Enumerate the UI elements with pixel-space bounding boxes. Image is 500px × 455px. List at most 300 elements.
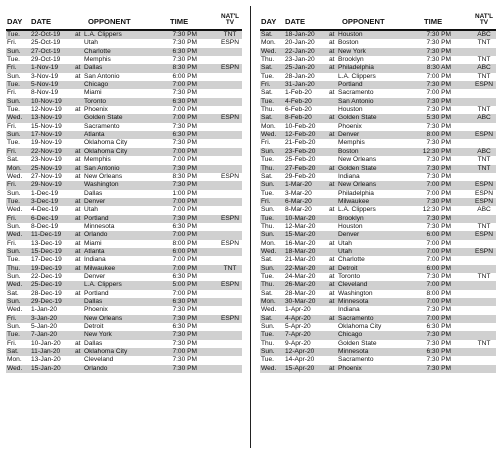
- game-opponent-cell: [75, 340, 102, 348]
- game-day: Thu.: [7, 264, 21, 272]
- away-marker: at: [75, 214, 81, 222]
- game-date: 1-Apr-20: [285, 306, 311, 314]
- schedule-row: [260, 365, 496, 373]
- game-date: 22-Nov-19: [31, 147, 62, 155]
- game-opponent: Golden State: [338, 114, 377, 122]
- schedule-row: [6, 106, 242, 114]
- schedule-row: [6, 265, 242, 273]
- game-time: 7:00 PM: [172, 81, 197, 89]
- game-opponent: Detroit: [84, 323, 104, 331]
- away-marker: at: [329, 206, 335, 214]
- game-opponent-cell: [329, 256, 365, 264]
- game-time: 8:30 AM: [426, 64, 451, 72]
- game-opponent-cell: [75, 98, 106, 106]
- game-opponent-cell: [75, 198, 105, 206]
- game-date: 22-Oct-19: [31, 31, 61, 38]
- game-day: Sun.: [7, 222, 21, 230]
- game-date: 31-Jan-20: [285, 81, 315, 89]
- schedule-row: [6, 139, 242, 147]
- schedule-row: [260, 81, 496, 89]
- game-opponent-cell: [329, 48, 366, 56]
- game-opponent: Charlotte: [338, 256, 365, 264]
- away-marker: at: [329, 256, 335, 264]
- schedule-row: [6, 190, 242, 198]
- game-day: Wed.: [7, 364, 23, 372]
- game-opponent: Denver: [84, 272, 106, 280]
- game-tv: ESPN: [221, 39, 239, 47]
- game-date: 1-Feb-20: [285, 89, 312, 97]
- game-day: Sat.: [261, 172, 273, 180]
- game-opponent: New Orleans: [84, 172, 123, 180]
- game-date: 27-Nov-19: [31, 172, 62, 180]
- game-tv: ABC: [477, 206, 491, 214]
- schedule-row: [260, 64, 496, 72]
- game-day: Tue.: [261, 331, 274, 339]
- game-date: 22-Jan-20: [285, 47, 315, 55]
- schedule-row: [260, 206, 496, 214]
- game-day: Sat.: [7, 348, 19, 356]
- game-opponent: New York: [84, 331, 112, 339]
- game-opponent-cell: [329, 348, 368, 356]
- game-time: 8:30 PM: [172, 64, 197, 72]
- away-marker: at: [75, 197, 81, 205]
- schedule-row: [6, 148, 242, 156]
- game-time: 7:30 PM: [172, 331, 197, 339]
- game-opponent: Golden State: [338, 164, 377, 172]
- game-day: Mon.: [261, 239, 276, 247]
- game-tv: ESPN: [475, 181, 493, 189]
- game-day: Sat.: [7, 156, 19, 164]
- away-marker: at: [329, 314, 335, 322]
- away-marker: at: [329, 64, 335, 72]
- game-opponent: Dallas: [84, 189, 103, 197]
- game-day: Wed.: [7, 172, 23, 180]
- schedule-rows: [260, 31, 496, 373]
- game-opponent-cell: [75, 273, 105, 281]
- game-tv: ESPN: [475, 197, 493, 205]
- game-opponent-cell: [329, 206, 376, 214]
- game-opponent-cell: [75, 148, 127, 156]
- game-time: 7:00 PM: [426, 247, 451, 255]
- game-tv: ESPN: [475, 189, 493, 197]
- game-opponent: Sacramento: [338, 356, 374, 364]
- away-marker: at: [329, 47, 335, 55]
- game-opponent-cell: [329, 240, 352, 248]
- game-opponent: Toronto: [338, 272, 360, 280]
- game-date: 3-Dec-19: [31, 197, 59, 205]
- game-opponent-cell: [75, 365, 107, 373]
- game-opponent-cell: [75, 356, 113, 364]
- game-time: 7:00 PM: [172, 197, 197, 205]
- schedule-row: [6, 256, 242, 264]
- schedule-row: [260, 190, 496, 198]
- game-day: Wed.: [261, 131, 277, 139]
- game-day: Fri.: [261, 139, 271, 147]
- game-opponent-cell: [75, 48, 111, 56]
- header-tv: NAT'L TV: [474, 12, 494, 27]
- game-tv: TNT: [477, 56, 491, 64]
- game-time: 7:30 PM: [426, 356, 451, 364]
- game-date: 14-Apr-20: [285, 356, 315, 364]
- away-marker: at: [329, 39, 335, 47]
- game-opponent: Minnesota: [338, 348, 369, 356]
- away-marker: at: [75, 164, 81, 172]
- game-day: Wed.: [261, 364, 277, 372]
- game-opponent-cell: [75, 223, 114, 231]
- game-opponent-cell: [75, 131, 105, 139]
- schedule-row: [260, 315, 496, 323]
- game-opponent-cell: [329, 73, 376, 81]
- game-time: 7:30 PM: [426, 97, 451, 105]
- game-tv: ESPN: [221, 64, 239, 72]
- game-day: Tue.: [7, 197, 20, 205]
- game-opponent-cell: [329, 56, 364, 64]
- game-opponent: Denver: [338, 131, 360, 139]
- game-time: 1:00 PM: [172, 189, 197, 197]
- game-date: 15-Jan-20: [31, 364, 61, 372]
- schedule-row: [6, 215, 242, 223]
- game-day: Tue.: [261, 97, 274, 105]
- game-date: 23-Feb-20: [285, 147, 316, 155]
- game-day: Wed.: [7, 306, 23, 314]
- game-day: Fri.: [261, 197, 271, 205]
- game-time: 7:30 PM: [426, 172, 451, 180]
- game-time: 7:00 PM: [426, 281, 451, 289]
- schedule-row: [260, 106, 496, 114]
- game-date: 25-Jan-20: [285, 64, 315, 72]
- game-date: 4-Dec-19: [31, 206, 59, 214]
- game-day: Mon.: [7, 356, 22, 364]
- game-opponent: Phoenix: [84, 306, 108, 314]
- game-opponent: Chicago: [338, 331, 363, 339]
- game-day: Tue.: [7, 31, 20, 38]
- game-day: Sun.: [261, 264, 275, 272]
- schedule-row: [6, 64, 242, 72]
- game-opponent-cell: [75, 265, 115, 273]
- game-date: 8-Dec-19: [31, 222, 59, 230]
- away-marker: at: [329, 181, 335, 189]
- schedule-row: [6, 39, 242, 47]
- schedule-row: [260, 156, 496, 164]
- game-opponent-cell: [329, 123, 362, 131]
- schedule-row: [6, 156, 242, 164]
- schedule-row: [260, 165, 496, 173]
- game-opponent-cell: [75, 173, 122, 181]
- game-date: 15-Mar-20: [285, 231, 316, 239]
- game-day: Sat.: [261, 64, 273, 72]
- game-date: 4-Feb-20: [285, 97, 312, 105]
- game-time: 6:30 PM: [172, 272, 197, 280]
- game-date: 18-Mar-20: [285, 247, 316, 255]
- game-day: Thu.: [261, 281, 275, 289]
- game-opponent: Philadelphia: [338, 64, 374, 72]
- game-opponent: Dallas: [84, 298, 103, 305]
- schedule-row: [260, 273, 496, 281]
- game-day: Thu.: [261, 339, 275, 347]
- game-date: 28-Jan-20: [285, 72, 315, 80]
- game-opponent: Denver: [338, 231, 360, 239]
- game-opponent: Golden State: [84, 114, 123, 122]
- game-day: Fri.: [7, 39, 17, 47]
- game-opponent: Orlando: [84, 231, 108, 239]
- game-day: Sat.: [261, 31, 273, 38]
- game-tv: ESPN: [221, 239, 239, 247]
- game-day: Thu.: [261, 222, 275, 230]
- schedule-row: [260, 240, 496, 248]
- game-opponent-cell: [329, 31, 363, 39]
- game-date: 12-Mar-20: [285, 222, 316, 230]
- schedule-row: [6, 306, 242, 314]
- game-time: 7:30 PM: [426, 31, 451, 38]
- schedule-row: [260, 98, 496, 106]
- game-date: 15-Apr-20: [285, 364, 315, 372]
- game-opponent-cell: [75, 323, 103, 331]
- game-date: 12-Apr-20: [285, 348, 315, 356]
- game-opponent: Houston: [338, 222, 363, 230]
- game-day: Tue.: [261, 356, 274, 364]
- game-tv: ESPN: [221, 172, 239, 180]
- game-opponent: New Orleans: [338, 156, 377, 164]
- game-opponent-cell: [329, 290, 373, 298]
- game-tv: ESPN: [475, 131, 493, 139]
- game-opponent: Charlotte: [84, 47, 111, 55]
- game-time: 7:30 PM: [172, 339, 197, 347]
- schedule-row: [260, 215, 496, 223]
- game-opponent: Oklahoma City: [84, 147, 128, 155]
- schedule-row: [6, 31, 242, 39]
- game-day: Fri.: [7, 339, 17, 347]
- game-time: 6:00 PM: [426, 231, 451, 239]
- game-day: Sat.: [261, 314, 273, 322]
- game-time: 7:30 PM: [426, 139, 451, 147]
- schedule-row: [6, 356, 242, 364]
- game-day: Wed.: [7, 206, 23, 214]
- game-day: Sun.: [261, 147, 275, 155]
- game-time: 8:00 PM: [426, 289, 451, 297]
- game-tv: TNT: [223, 264, 237, 272]
- game-opponent: Boston: [338, 147, 359, 155]
- away-marker: at: [329, 131, 335, 139]
- game-day: Sat.: [261, 289, 273, 297]
- game-opponent-cell: [75, 331, 112, 339]
- away-marker: at: [329, 114, 335, 122]
- game-date: 9-Apr-20: [285, 339, 311, 347]
- game-time: 7:30 PM: [426, 214, 451, 222]
- schedule-column-left: [6, 5, 242, 373]
- game-time: 6:30 PM: [172, 47, 197, 55]
- game-opponent-cell: [75, 89, 102, 97]
- game-date: 25-Oct-19: [31, 39, 61, 47]
- game-day: Tue.: [7, 256, 20, 264]
- game-opponent-cell: [75, 281, 122, 289]
- away-marker: at: [75, 31, 81, 38]
- game-time: 7:00 PM: [426, 298, 451, 305]
- game-opponent-cell: [75, 56, 111, 64]
- game-opponent: Oklahoma City: [84, 348, 128, 356]
- game-date: 27-Oct-19: [31, 47, 61, 55]
- game-opponent: Memphis: [84, 156, 111, 164]
- game-opponent: Portland: [84, 214, 109, 222]
- away-marker: at: [75, 247, 81, 255]
- game-date: 21-Feb-20: [285, 139, 316, 147]
- schedule-row: [6, 131, 242, 139]
- game-date: 23-Nov-19: [31, 156, 62, 164]
- game-date: 3-Mar-20: [285, 189, 312, 197]
- away-marker: at: [329, 272, 335, 280]
- game-opponent: Indiana: [84, 256, 106, 264]
- header-time: TIME: [424, 17, 443, 27]
- game-day: Sun.: [7, 72, 21, 80]
- game-date: 29-Oct-19: [31, 56, 61, 64]
- game-opponent: Oklahoma City: [338, 323, 382, 331]
- away-marker: at: [329, 239, 335, 247]
- game-opponent-cell: [75, 256, 106, 264]
- game-time: 7:30 PM: [172, 89, 197, 97]
- game-opponent-cell: [75, 306, 108, 314]
- game-date: 20-Jan-20: [285, 39, 315, 47]
- schedule-row: [260, 73, 496, 81]
- header-opponent: OPPONENT: [88, 17, 131, 27]
- schedule-row: [6, 248, 242, 256]
- game-date: 6-Feb-20: [285, 106, 312, 114]
- game-date: 5-Nov-19: [31, 81, 59, 89]
- game-tv: TNT: [477, 72, 491, 80]
- game-date: 19-Nov-19: [31, 139, 62, 147]
- game-time: 6:00 PM: [172, 247, 197, 255]
- game-day: Mon.: [261, 122, 276, 130]
- away-marker: at: [329, 89, 335, 97]
- away-marker: at: [329, 289, 335, 297]
- game-day: Fri.: [261, 81, 271, 89]
- game-opponent: Sacramento: [338, 89, 374, 97]
- game-opponent-cell: [75, 156, 111, 164]
- game-day: Tue.: [261, 272, 274, 280]
- schedule-row: [260, 256, 496, 264]
- game-opponent-cell: [329, 165, 377, 173]
- game-day: Mon.: [7, 164, 22, 172]
- game-opponent-cell: [75, 114, 123, 122]
- game-day: Sun.: [7, 323, 21, 331]
- game-time: 8:00 PM: [426, 131, 451, 139]
- away-marker: at: [75, 172, 81, 180]
- game-day: Sun.: [7, 47, 21, 55]
- schedule-row: [260, 306, 496, 314]
- game-time: 7:30 PM: [426, 339, 451, 347]
- game-day: Sun.: [261, 206, 275, 214]
- schedule-column-right: [260, 5, 496, 373]
- game-opponent: Phoenix: [338, 364, 362, 372]
- game-time: 6:30 PM: [172, 222, 197, 230]
- schedule-row: [260, 265, 496, 273]
- game-opponent-cell: [329, 365, 362, 373]
- game-opponent-cell: [75, 64, 102, 72]
- game-opponent: Miami: [84, 89, 102, 97]
- game-opponent: Phoenix: [338, 122, 362, 130]
- schedule-row: [6, 331, 242, 339]
- game-date: 15-Dec-19: [31, 247, 62, 255]
- game-day: Mon.: [261, 39, 276, 47]
- away-marker: at: [75, 231, 81, 239]
- game-time: 7:30 PM: [426, 156, 451, 164]
- game-opponent-cell: [329, 331, 362, 339]
- schedule-row: [6, 114, 242, 122]
- game-tv: ABC: [477, 147, 491, 155]
- game-opponent-cell: [75, 206, 98, 214]
- game-time: 7:30 PM: [426, 56, 451, 64]
- game-opponent-cell: [75, 31, 122, 39]
- game-date: 25-Nov-19: [31, 164, 62, 172]
- schedule-row: [6, 365, 242, 373]
- game-opponent: Philadelphia: [338, 189, 374, 197]
- game-opponent: Milwaukee: [84, 264, 116, 272]
- game-time: 7:30 PM: [172, 181, 197, 189]
- game-opponent-cell: [329, 265, 357, 273]
- game-date: 7-Apr-20: [285, 331, 311, 339]
- game-date: 30-Mar-20: [285, 298, 316, 305]
- schedule-row: [260, 131, 496, 139]
- game-date: 27-Feb-20: [285, 164, 316, 172]
- game-time: 7:30 PM: [426, 272, 451, 280]
- away-marker: at: [75, 256, 81, 264]
- game-date: 1-Nov-19: [31, 64, 59, 72]
- game-day: Sun.: [7, 272, 21, 280]
- game-day: Sat.: [261, 114, 273, 122]
- game-opponent-cell: [329, 64, 374, 72]
- game-opponent: Portland: [84, 289, 109, 297]
- game-day: Sat.: [261, 89, 273, 97]
- game-date: 8-Nov-19: [31, 89, 59, 97]
- game-opponent: New York: [338, 47, 366, 55]
- game-time: 7:00 PM: [426, 181, 451, 189]
- game-opponent: Chicago: [84, 81, 109, 89]
- game-opponent-cell: [75, 123, 120, 131]
- game-opponent-cell: [329, 148, 359, 156]
- game-opponent: Golden State: [338, 339, 377, 347]
- game-opponent: Brooklyn: [338, 56, 364, 64]
- schedule-row: [260, 123, 496, 131]
- game-opponent-cell: [75, 348, 127, 356]
- schedule-row: [6, 340, 242, 348]
- schedule-header: [260, 5, 496, 29]
- game-time: 8:30 PM: [172, 172, 197, 180]
- schedule-row: [260, 31, 496, 39]
- game-day: Wed.: [261, 306, 277, 314]
- game-time: 7:00 PM: [172, 206, 197, 214]
- header-date: DATE: [31, 17, 52, 27]
- game-opponent-cell: [329, 89, 374, 97]
- header-opponent: OPPONENT: [342, 17, 385, 27]
- game-opponent-cell: [329, 39, 359, 47]
- game-tv: TNT: [477, 272, 491, 280]
- game-opponent-cell: [329, 223, 363, 231]
- game-time: 7:00 PM: [172, 147, 197, 155]
- game-day: Tue.: [7, 331, 20, 339]
- game-opponent: New Orleans: [338, 181, 377, 189]
- schedule-row: [260, 114, 496, 122]
- game-opponent: Brooklyn: [338, 214, 364, 222]
- game-date: 10-Feb-20: [285, 122, 316, 130]
- game-opponent-cell: [329, 356, 374, 364]
- game-time: 7:30 PM: [172, 31, 197, 38]
- game-day: Fri.: [7, 122, 17, 130]
- game-day: Tue.: [261, 72, 274, 80]
- game-time: 6:30 PM: [172, 97, 197, 105]
- game-opponent-cell: [329, 323, 381, 331]
- schedule-row: [260, 56, 496, 64]
- game-opponent: L.A. Clippers: [338, 72, 376, 80]
- game-date: 5-Jan-20: [31, 323, 58, 331]
- game-date: 28-Dec-19: [31, 289, 62, 297]
